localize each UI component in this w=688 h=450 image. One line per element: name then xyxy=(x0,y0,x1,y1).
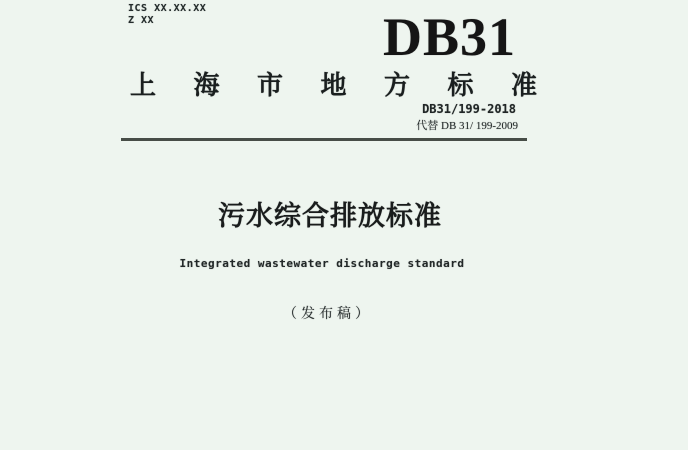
document-title-zh: 污水综合排放标准 xyxy=(218,201,442,232)
ics-code: ICS XX.XX.XX xyxy=(128,3,207,14)
ics-code-block xyxy=(128,3,206,27)
doc-class-code: Z XX xyxy=(128,15,155,26)
standard-number: DB31/199-2018 xyxy=(422,102,516,116)
header-rule xyxy=(121,138,527,141)
standard-type-title: 上 海 市 地 方 标 准 xyxy=(130,71,537,101)
replaces-note: 代替 DB 31/ 199-2009 xyxy=(416,120,518,132)
draft-note: （发布稿） xyxy=(283,307,373,322)
document-title-en: Integrated wastewater discharge standard xyxy=(179,257,465,270)
standard-logo: DB31 xyxy=(383,7,517,67)
